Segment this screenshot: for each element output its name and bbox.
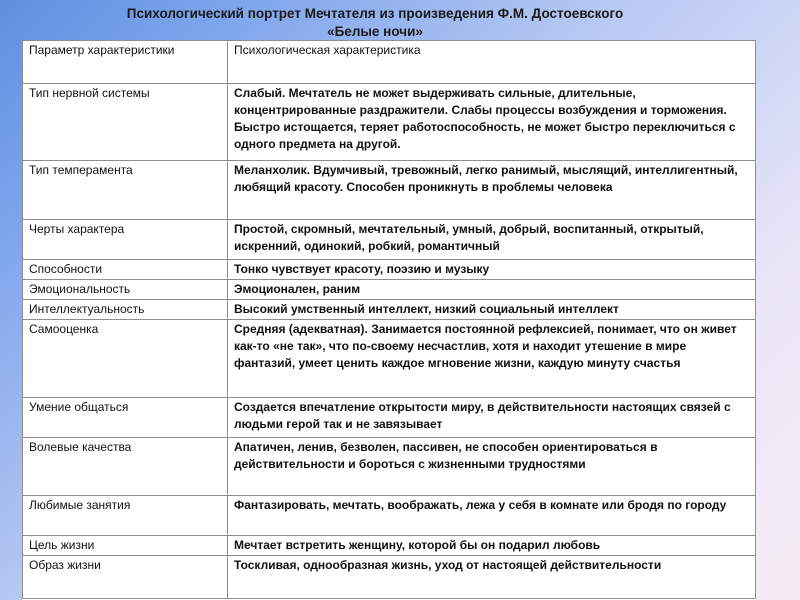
desc-cell: Создается впечатление открытости миру, в действительности настоящих связей с людьми герой так и не завязывает bbox=[228, 398, 756, 438]
header-cell-characteristic: Психологическая характеристика bbox=[228, 41, 756, 84]
desc-cell: Тонко чувствует красоту, поэзию и музыку bbox=[228, 260, 756, 280]
param-cell: Эмоциональность bbox=[23, 280, 228, 300]
title-line-1: Психологический портрет Мечтателя из произведения Ф.М. Достоевского bbox=[126, 6, 624, 21]
desc-cell: Апатичен, ленив, безволен, пассивен, не способен ориентироваться в действительности и бороться с жизненными трудностями bbox=[228, 438, 756, 496]
header-cell-parameter: Параметр характеристики bbox=[23, 41, 228, 84]
param-cell: Способности bbox=[23, 260, 228, 280]
desc-cell: Простой, скромный, мечтательный, умный, добрый, воспитанный, открытый, искренний, одинокий, робкий, романтичный bbox=[228, 220, 756, 260]
param-cell: Тип нервной системы bbox=[23, 84, 228, 161]
table-row bbox=[23, 398, 756, 438]
table-row bbox=[23, 556, 756, 599]
desc-cell: Фантазировать, мечтать, воображать, лежа у себя в комнате или бродя по городу bbox=[228, 496, 756, 536]
table-row bbox=[23, 260, 756, 280]
desc-cell: Высокий умственный интеллект, низкий социальный интеллект bbox=[228, 300, 756, 320]
table-row bbox=[23, 300, 756, 320]
desc-cell: Тоскливая, однообразная жизнь, уход от настоящей действительности bbox=[228, 556, 756, 599]
table-row bbox=[23, 438, 756, 496]
table-row bbox=[23, 280, 756, 300]
characteristics-table bbox=[22, 40, 756, 599]
title-line-2: «Белые ночи» bbox=[327, 24, 423, 39]
table-container bbox=[22, 40, 756, 600]
param-cell: Интеллектуальность bbox=[23, 300, 228, 320]
table-row bbox=[23, 220, 756, 260]
param-cell: Тип темперамента bbox=[23, 161, 228, 220]
desc-cell: Слабый. Мечтатель не может выдерживать сильные, длительные, концентрированные раздражители. Слабы процессы возбуждения и торможения. Быстро истощается, теряет работоспособность, не может быстро переключиться с одного предмета на другой. bbox=[228, 84, 756, 161]
param-cell: Умение общаться bbox=[23, 398, 228, 438]
desc-cell: Средняя (адекватная). Занимается постоянной рефлексией, понимает, что он живет как-то «не так», что по-своему несчастлив, хотя и находит утешение в мире фантазий, умеет ценить каждое мгновение жизни, каждую минуту счастья bbox=[228, 320, 756, 398]
param-cell: Образ жизни bbox=[23, 556, 228, 599]
param-cell: Волевые качества bbox=[23, 438, 228, 496]
table-row bbox=[23, 320, 756, 398]
param-cell: Цель жизни bbox=[23, 536, 228, 556]
desc-cell: Мечтает встретить женщину, которой бы он подарил любовь bbox=[228, 536, 756, 556]
page-title bbox=[20, 5, 730, 41]
param-cell: Черты характера bbox=[23, 220, 228, 260]
desc-cell: Меланхолик. Вдумчивый, тревожный, легко ранимый, мыслящий, интеллигентный, любящий красоту. Способен проникнуть в проблемы человека bbox=[228, 161, 756, 220]
table-row bbox=[23, 161, 756, 220]
table-row bbox=[23, 496, 756, 536]
table-header-row bbox=[23, 41, 756, 84]
table-row bbox=[23, 84, 756, 161]
desc-cell: Эмоционален, раним bbox=[228, 280, 756, 300]
table-row bbox=[23, 536, 756, 556]
param-cell: Самооценка bbox=[23, 320, 228, 398]
param-cell: Любимые занятия bbox=[23, 496, 228, 536]
